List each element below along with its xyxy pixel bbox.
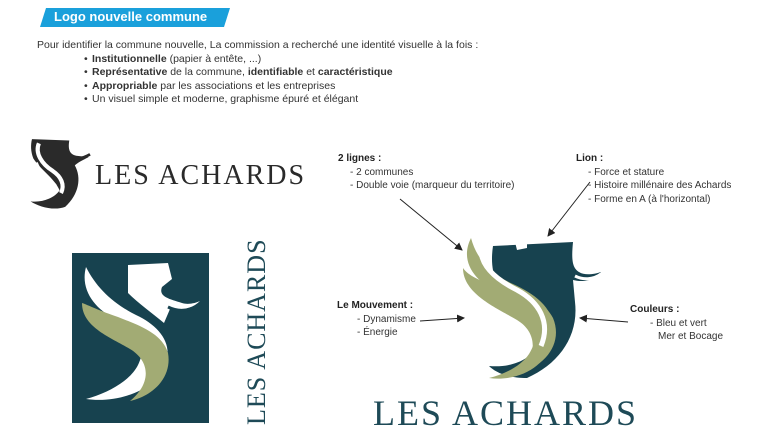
section-title: Logo nouvelle commune (54, 9, 208, 24)
wordmark-vertical-text: LES ACHARDS (242, 238, 271, 425)
arrow-lignes (400, 199, 462, 250)
annotation-item: - Dynamisme (357, 313, 416, 325)
arrow-mouvement (420, 318, 464, 321)
annotation-item: - Forme en A (à l'horizontal) (588, 193, 711, 205)
criteria-item: • Appropriable par les associations et les entreprises (84, 80, 393, 93)
annotation-lion-title: Lion : (576, 153, 604, 164)
criteria-item: • Institutionnelle (papier à entête, ...) (84, 53, 393, 66)
intro-text: Pour identifier la commune nouvelle, La commission a recherché une identité visuelle à la fois : (37, 39, 479, 51)
arrow-couleurs (580, 318, 628, 322)
criteria-item: • Un visuel simple et moderne, graphisme épuré et élégant (84, 93, 393, 106)
wordmark-color: LES ACHARDS (373, 393, 639, 433)
criteria-item: • Représentative de la commune, identifiable et caractéristique (84, 66, 393, 79)
annotation-item: - Énergie (357, 327, 398, 338)
arrow-lion (548, 182, 590, 236)
annotation-item: - Force et stature (588, 166, 665, 178)
annotation-item: - Histoire millénaire des Achards (588, 180, 732, 191)
annotation-item: - Double voie (marqueur du territoire) (350, 180, 515, 191)
annotation-mouvement-title: Le Mouvement : (337, 300, 414, 311)
annotation-item: Mer et Bocage (658, 331, 724, 342)
annotation-couleurs-title: Couleurs : (630, 304, 680, 315)
annotation-item: - Bleu et vert (650, 317, 707, 329)
wordmark-black: LES ACHARDS (95, 160, 307, 191)
annotation-lignes-title: 2 lignes : (338, 153, 382, 164)
annotation-item: - 2 communes (350, 166, 414, 178)
